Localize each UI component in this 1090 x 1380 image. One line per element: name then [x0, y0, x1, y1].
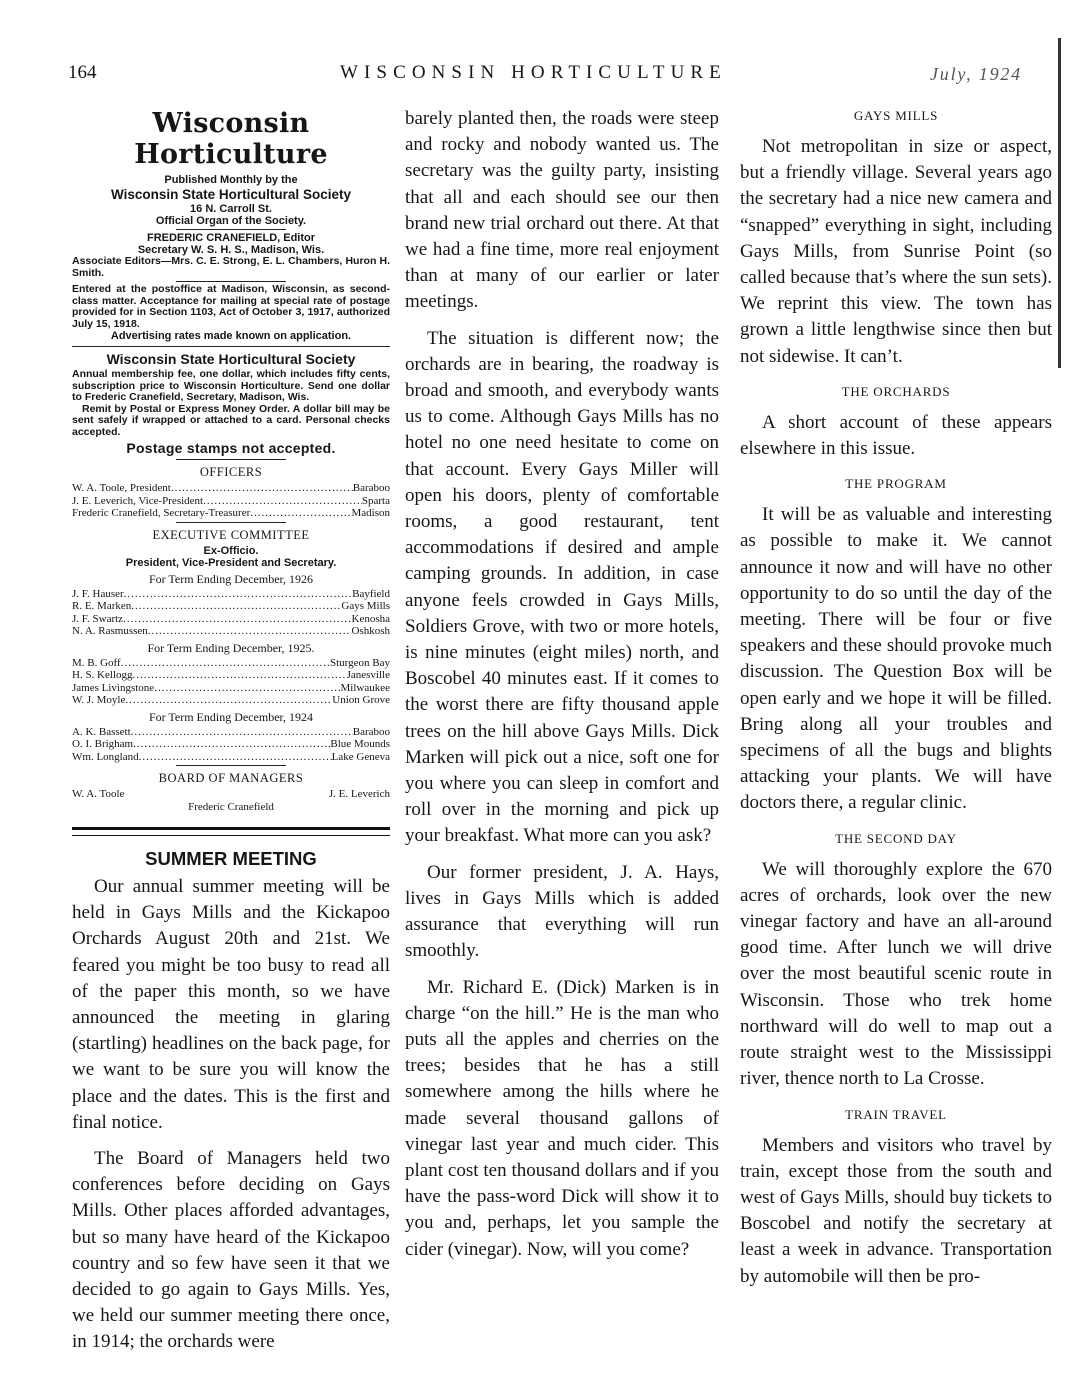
roster-place: Sparta [361, 494, 390, 507]
ex-officio-members: President, Vice-President and Secretary. [125, 556, 337, 569]
leader-dots [171, 482, 353, 495]
board-member: J. E. Leverich [328, 788, 390, 800]
divider [176, 229, 286, 230]
roster-name: Frederic Cranefield, Secretary-Treasurer [72, 507, 251, 519]
board-member: W. A. Toole [72, 788, 125, 800]
subhead-second-day: THE SECOND DAY [835, 830, 957, 846]
masthead-editor: FREDERIC CRANEFIELD, Editor [146, 232, 316, 244]
roster-place: Bayfield [352, 587, 390, 600]
article-paragraph: The situation is different now; the orchards are in bearing, the roadway is broad and smooth, and everybody wants us to come. Although Gays Mills has no hotel no one need hesitate to come on that account. Every Gays Miller will open his doors, plenty of comfortable rooms, a good restaurant, tent accommodations if desired and ample camping grounds. In addition, in case anyone feels crowded in Gays Mills, Soldiers Grove, with two or more hotels, is nine minutes (eight miles) north, and Boscobel 40 minutes east. If it comes to the worst there are fifty thousand apple trees on the hill above Gays Mills. Dick Marken will pick out a nice, soft one for you where you can sleep in comfort and roll over in the morning and pick up your breakfast. What more can you ask? [405, 327, 719, 847]
roster-row [72, 669, 390, 682]
article-paragraph: It will be as valuable and interesting as possible to make it. We cannot announce it now and will have no other opportunity to do so until the day of the meeting. There will be four or five speakers and these should provoke much discussion. The Question Box will be open early and we hope it will be filled. Bring along all your troubles and specimens of all the bugs and blights attacking your plants. We will have doctors there, a regular clinic. [740, 504, 1052, 814]
roster-name: Wm. Longland [72, 750, 139, 763]
column-2 [405, 106, 719, 1263]
leader-dots [121, 657, 330, 670]
roster-row [72, 682, 390, 695]
roster-name: W. J. Moyle [72, 694, 126, 706]
leader-dots [133, 669, 347, 682]
term-1926: For Term Ending December, 1926 [148, 571, 314, 586]
divider [176, 765, 286, 766]
masthead-published: Published Monthly by the [164, 174, 298, 186]
roster-row [72, 694, 390, 707]
officers-list [72, 482, 390, 520]
masthead-associates: Associate Editors—Mrs. C. E. Strong, E. L. Chambers, Huron H. Smith. [72, 255, 390, 279]
society-title: Wisconsin State Horticultural Society [106, 351, 356, 367]
column-3 [740, 106, 1052, 1290]
officers-heading: OFFICERS [199, 465, 263, 479]
roster-name: R. E. Marken [72, 600, 132, 612]
subhead-program: THE PROGRAM [845, 476, 947, 492]
article-paragraph: Mr. Richard E. (Dick) Marken is in charge “on the hill.” He is the man who puts all the apples and cherries on the trees; besides that he has a still somewhere among the hills where he made several thousand gallons of vinegar last year and much cider. This plant cost ten thousand dollars and if you have the pass-word Dick will show it to you and, perhaps, let you sample the cider (vinegar). Now, will you come? [405, 976, 719, 1260]
roster-row [72, 613, 390, 626]
masthead-entered: Entered at the postoffice at Madison, Wisconsin, as second-class matter. Acceptance for mailing at special rate of postage provided for in Section 1103, Act of October 3, 1917, authorized July 15, 1918. [72, 283, 390, 330]
roster-place: Union Grove [332, 694, 390, 706]
board-heading: BOARD OF MANAGERS [158, 771, 304, 785]
masthead-advertising: Advertising rates made known on application. [110, 330, 352, 342]
members-1924 [72, 726, 390, 764]
roster-place: Blue Mounds [330, 738, 390, 750]
leader-dots [133, 738, 330, 751]
roster-place: Sturgeon Bay [330, 656, 390, 669]
roster-name: J. E. Leverich, Vice-President [72, 494, 204, 507]
roster-name: J. F. Hauser [72, 587, 124, 600]
roster-place: Gays Mills [341, 600, 390, 612]
leader-dots [250, 507, 351, 520]
roster-name: O. I. Brigham [72, 738, 134, 750]
roster-row [72, 726, 390, 739]
board-row [72, 801, 390, 814]
roster-row [72, 657, 390, 670]
roster-name: J. F. Swartz [72, 612, 124, 625]
leader-dots [131, 726, 353, 739]
article-paragraph: We will thoroughly explore the 670 acres of orchards, look over the new vinegar factory and have an all-around good time. After lunch we will drive over the most beautiful scenic route in Wisconsin. Those who trek home northward will do well to map out a route straight west to the Mississippi river, thence north to La Crosse. [740, 858, 1052, 1090]
executive-heading: EXECUTIVE COMMITTEE [152, 527, 310, 542]
article-paragraph: A short account of these appears elsewhere in this issue. [740, 411, 1052, 460]
roster-place: Janesville [346, 669, 390, 681]
roster-row [72, 600, 390, 613]
subhead-train-travel: TRAIN TRAVEL [845, 1106, 947, 1122]
board-member: Frederic Cranefield [188, 800, 274, 813]
article-paragraph: Not metropolitan in size or aspect, but a friendly village. Several years ago the secretary had a nice new camera and “snapped” everything in sight, including Gays Mills, from Sunrise Point (so called because that’s where the sun sets). We reprint this view. The town has grown a little lengthwise since then but not sidewise. It can’t. [740, 136, 1052, 367]
page-edge-rule [1058, 38, 1061, 368]
term-1924: For Term Ending December, 1924 [148, 709, 314, 724]
roster-name: A. K. Bassett [72, 725, 131, 738]
roster-row [72, 495, 390, 508]
masthead-address: 16 N. Carroll St. [190, 203, 272, 215]
roster-row [72, 625, 390, 638]
divider [176, 522, 286, 523]
roster-row [72, 588, 390, 601]
double-rule [72, 827, 390, 836]
leader-dots [125, 694, 332, 707]
leader-dots [203, 495, 362, 508]
roster-name: W. A. Toole, President [72, 482, 171, 494]
masthead-organ: Official Organ of the Society. [155, 215, 307, 227]
masthead-secretary: Secretary W. S. H. S., Madison, Wis. [137, 244, 325, 256]
society-membership: Annual membership fee, one dollar, which includes fifty cents, subscription price to Wisconsin Horticulture. Send one dollar to Frederic Cranefield, Secretary, Madison, Wis. [72, 368, 390, 403]
term-1925: For Term Ending December, 1925. [147, 640, 315, 655]
column-1 [72, 100, 390, 1356]
leader-dots [123, 613, 351, 626]
leader-dots [124, 588, 352, 601]
society-remit: Remit by Postal or Express Money Order. A dollar bill may be sent safely if wrapped or attached to a card. Personal checks accepted. [72, 402, 390, 438]
members-1925 [72, 657, 390, 707]
subhead-orchards: THE ORCHARDS [841, 383, 951, 399]
article-paragraph: Members and visitors who travel by train, except those from the south and west of Gays Mills, should buy tickets to Boscobel and notify the secretary at least a week in advance. Transportation by automobile will then be pro- [740, 1134, 1052, 1287]
roster-name: N. A. Rasmussen [72, 625, 148, 637]
roster-place: Oshkosh [351, 625, 390, 637]
roster-place: Baraboo [352, 482, 390, 494]
divider [72, 346, 390, 347]
article-title: SUMMER MEETING [145, 848, 317, 869]
article-paragraph: Our annual summer meeting will be held in Gays Mills and the Kickapoo Orchards August 20th and 21st. We feared you might be too busy to read all of the paper this month, so we have announced the meeting in glaring (startling) headlines on the back page, for we want to be sure you will know the place and the dates. This is the first and final notice. [72, 876, 390, 1133]
roster-row [72, 751, 390, 764]
roster-row [72, 482, 390, 495]
board-row [72, 788, 390, 801]
roster-place: Baraboo [352, 725, 390, 738]
postage-notice: Postage stamps not accepted. [126, 440, 336, 456]
ex-officio: Ex-Officio. [203, 544, 259, 557]
masthead-title: Wisconsin Horticulture [134, 108, 328, 170]
roster-place: Kenosha [351, 612, 390, 625]
leader-dots [131, 600, 341, 613]
roster-name: M. B. Goff [72, 656, 121, 669]
roster-name: H. S. Kellogg [72, 669, 133, 681]
roster-place: Lake Geneva [331, 750, 390, 763]
roster-row [72, 738, 390, 751]
roster-name: James Livingstone [72, 681, 155, 694]
leader-dots [148, 625, 352, 638]
page-number: 164 [68, 62, 97, 83]
divider [176, 281, 286, 282]
issue-date: July, 1924 [930, 64, 1022, 84]
roster-row [72, 507, 390, 520]
divider [176, 459, 286, 460]
roster-place: Milwaukee [340, 681, 390, 694]
article-paragraph: The Board of Managers held two conferences before deciding on Gays Mills. Other places afforded advantages, but so many have heard of the Kickapoo country and so few have seen it that we decided to go again to Gays Mills. Yes, we held our summer meeting there once, in 1914; the orchards were [72, 1148, 390, 1353]
subhead-gays-mills: GAYS MILLS [853, 108, 939, 123]
members-1926 [72, 588, 390, 638]
article-paragraph: barely planted then, the roads were steep and rocky and nobody wanted us. The secretary was the guilty party, insisting that all and each should see our then brand new trial orchard out there. At that we had a fine time, more real enjoyment than at many of our earlier or later meetings. [405, 108, 719, 313]
masthead-society: Wisconsin State Horticultural Society [111, 187, 351, 202]
leader-dots [154, 682, 340, 695]
article-paragraph: Our former president, J. A. Hays, lives in Gays Mills which is added assurance that everything will run smoothly. [405, 861, 719, 962]
leader-dots [139, 751, 332, 764]
running-head: WISCONSIN HORTICULTURE [340, 62, 727, 83]
roster-place: Madison [351, 507, 390, 519]
